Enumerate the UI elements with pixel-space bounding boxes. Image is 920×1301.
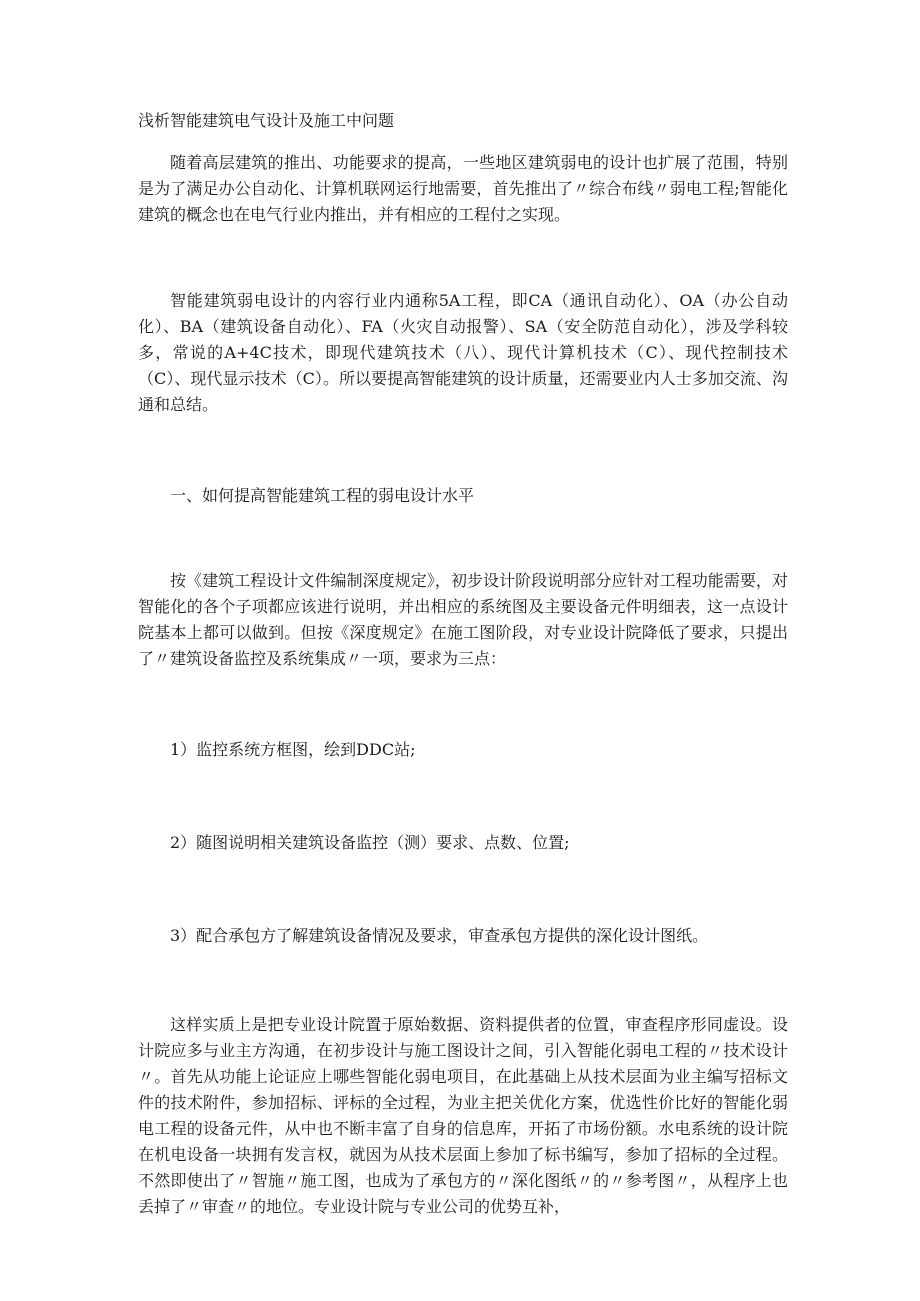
analysis-paragraph: 这样实质上是把专业设计院置于原始数据、资料提供者的位置，审查程序形同虚设。设计院应多与业主方沟通，在初步设计与施工图设计之间，引入智能化弱电工程的〃技术设计〃。首先从功能上论证应上哪些智能化弱电项目，在此基础上从技术层面为业主编写招标文件的技术附件，参加招标、评标的全过程，为业主把关优化方案，优选性价比好的智能化弱电工程的设备元件，从中也不断丰富了自身的信息库，开拓了市场份额。水电系统的设计院在机电设备一块拥有发言权，就因为从技术层面上参加了标书编写，参加了招标的全过程。不然即使出了〃智施〃施工图，也成为了承包方的〃深化图纸〃的〃参考图〃，从程序上也丢掉了〃审查〃的地位。专业设计院与专业公司的优势互补， xyxy=(138,1015,788,1216)
intro-paragraph: 随着高层建筑的推出、功能要求的提高，一些地区建筑弱电的设计也扩展了范围，特别是为了满足办公自动化、计算机联网运行地需要，首先推出了〃综合布线〃弱电工程;智能化建筑的概念也在电气行业内推出，并有相应的工程付之实现。 xyxy=(138,153,788,224)
document-title: 浅析智能建筑电气设计及施工中问题 xyxy=(138,111,395,130)
requirement-item-2: 2）随图说明相关建筑设备监控（测）要求、点数、位置; xyxy=(170,833,570,852)
requirement-item-1: 1）监控系统方框图，绘到DDC站; xyxy=(170,740,416,759)
standard-paragraph: 按《建筑工程设计文件编制深度规定》，初步设计阶段说明部分应针对工程功能需要，对智能化的各个子项都应该进行说明，并出相应的系统图及主要设备元件明细表，这一点设计院基本上都可以做到。但按《深度规定》在施工图阶段，对专业设计院降低了要求，只提出了〃建筑设备监控及系统集成〃一项，要求为三点： xyxy=(138,571,788,668)
requirement-item-3: 3）配合承包方了解建筑设备情况及要求，审查承包方提供的深化设计图纸。 xyxy=(170,926,709,945)
scope-paragraph: 智能建筑弱电设计的内容行业内通称5A工程，即CA（通讯自动化）、OA（办公自动化）、BA（建筑设备自动化）、FA（火灾自动报警）、SA（安全防范自动化），涉及学科较多，常说的A+4C技术，即现代建筑技术（八）、现代计算机技术（C）、现代控制技术（C）、现代显示技术（C）。所以要提高智能建筑的设计质量，还需要业内人士多加交流、沟通和总结。 xyxy=(138,291,788,414)
section-heading: 一、如何提高智能建筑工程的弱电设计水平 xyxy=(170,486,475,505)
